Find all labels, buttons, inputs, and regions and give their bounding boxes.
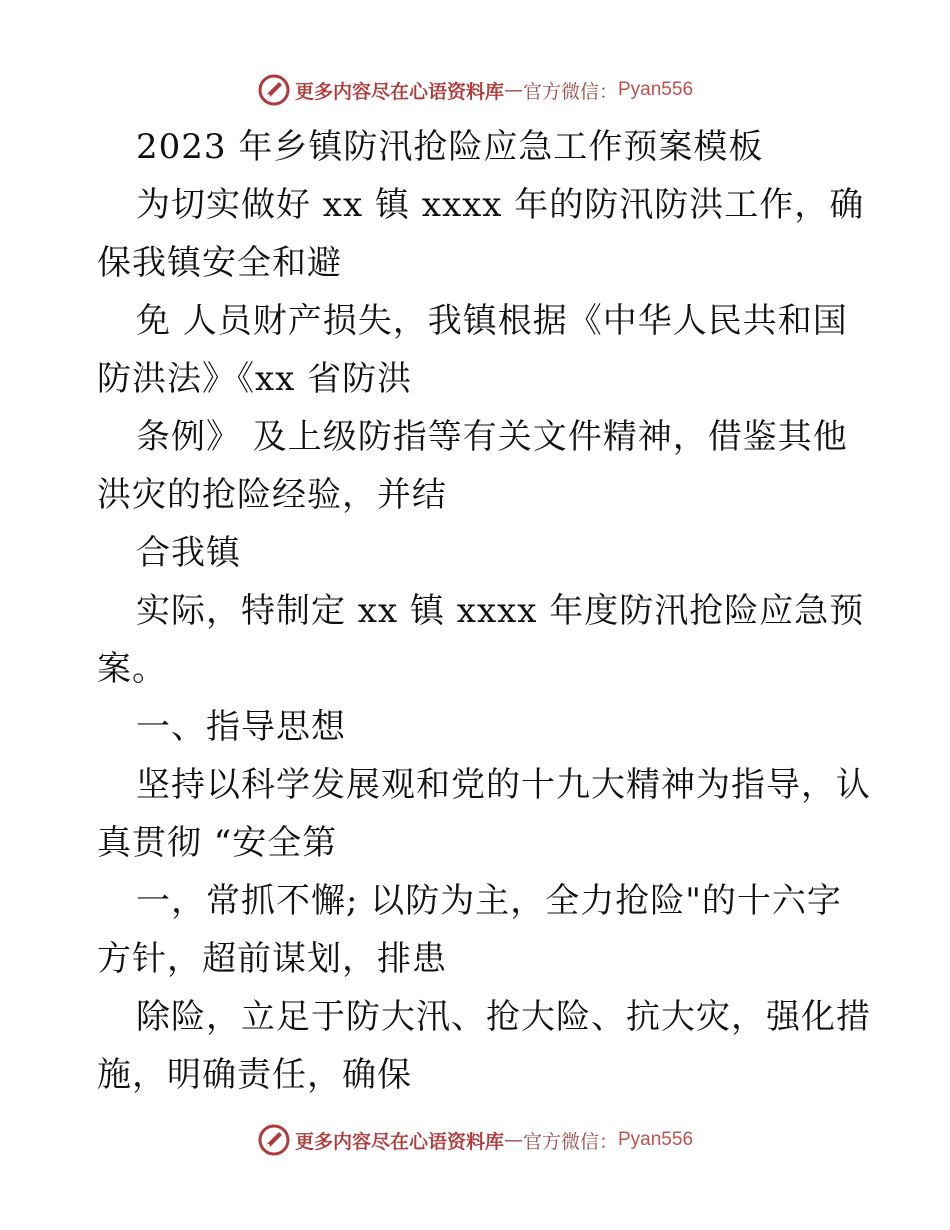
paragraph-line: 除险，立足于防大汛、抢大险、抗大灾，强化措 bbox=[136, 997, 871, 1037]
header-wechat-label: 官方微信： bbox=[522, 80, 618, 103]
header-promo-text: 更多内容尽在心语资料库 bbox=[294, 80, 504, 103]
footer-separator: — bbox=[503, 1129, 523, 1151]
logo-icon bbox=[257, 1123, 291, 1157]
header-watermark-banner bbox=[0, 70, 950, 110]
paragraph-line: 洪灾的抢险经验，并结 bbox=[97, 475, 447, 515]
paragraph-line: 坚持以科学发展观和党的十九大精神为指导，认 bbox=[136, 765, 871, 805]
paragraph-line: 一，常抓不懈; 以防为主，全力抢险"的十六字 bbox=[136, 881, 842, 921]
document-title: 2023 年乡镇防汛抢险应急工作预案模板 bbox=[136, 127, 764, 167]
logo-icon bbox=[257, 73, 291, 107]
header-wechat-id: Pyan556 bbox=[618, 79, 694, 100]
paragraph-line: 条例》 及上级防指等有关文件精神，借鉴其他 bbox=[136, 417, 848, 457]
paragraph-line: 实际，特制定 xx 镇 xxxx 年度防汛抢险应急预 bbox=[136, 591, 865, 631]
paragraph-line: 施，明确责任，确保 bbox=[97, 1055, 412, 1095]
footer-promo-text: 更多内容尽在心语资料库 bbox=[294, 1130, 504, 1153]
paragraph-line: 保我镇安全和避 bbox=[97, 243, 342, 283]
footer-wechat-id: Pyan556 bbox=[618, 1129, 694, 1150]
paragraph-line: 真贯彻 “安全第 bbox=[97, 823, 338, 863]
footer-watermark-banner bbox=[0, 1120, 950, 1160]
footer-wechat-label: 官方微信： bbox=[522, 1130, 618, 1153]
section-heading: 一、指导思想 bbox=[136, 707, 346, 747]
header-separator: — bbox=[503, 79, 523, 101]
paragraph-line: 合我镇 bbox=[136, 533, 241, 573]
paragraph-line: 方针，超前谋划，排患 bbox=[97, 939, 447, 979]
paragraph-line: 防洪法》《xx 省防洪 bbox=[97, 359, 413, 399]
paragraph-line: 免 人员财产损失，我镇根据《中华人民共和国 bbox=[136, 301, 848, 341]
paragraph-line: 案。 bbox=[97, 649, 167, 689]
paragraph-line: 为切实做好 xx 镇 xxxx 年的防汛防洪工作，确 bbox=[136, 185, 865, 225]
